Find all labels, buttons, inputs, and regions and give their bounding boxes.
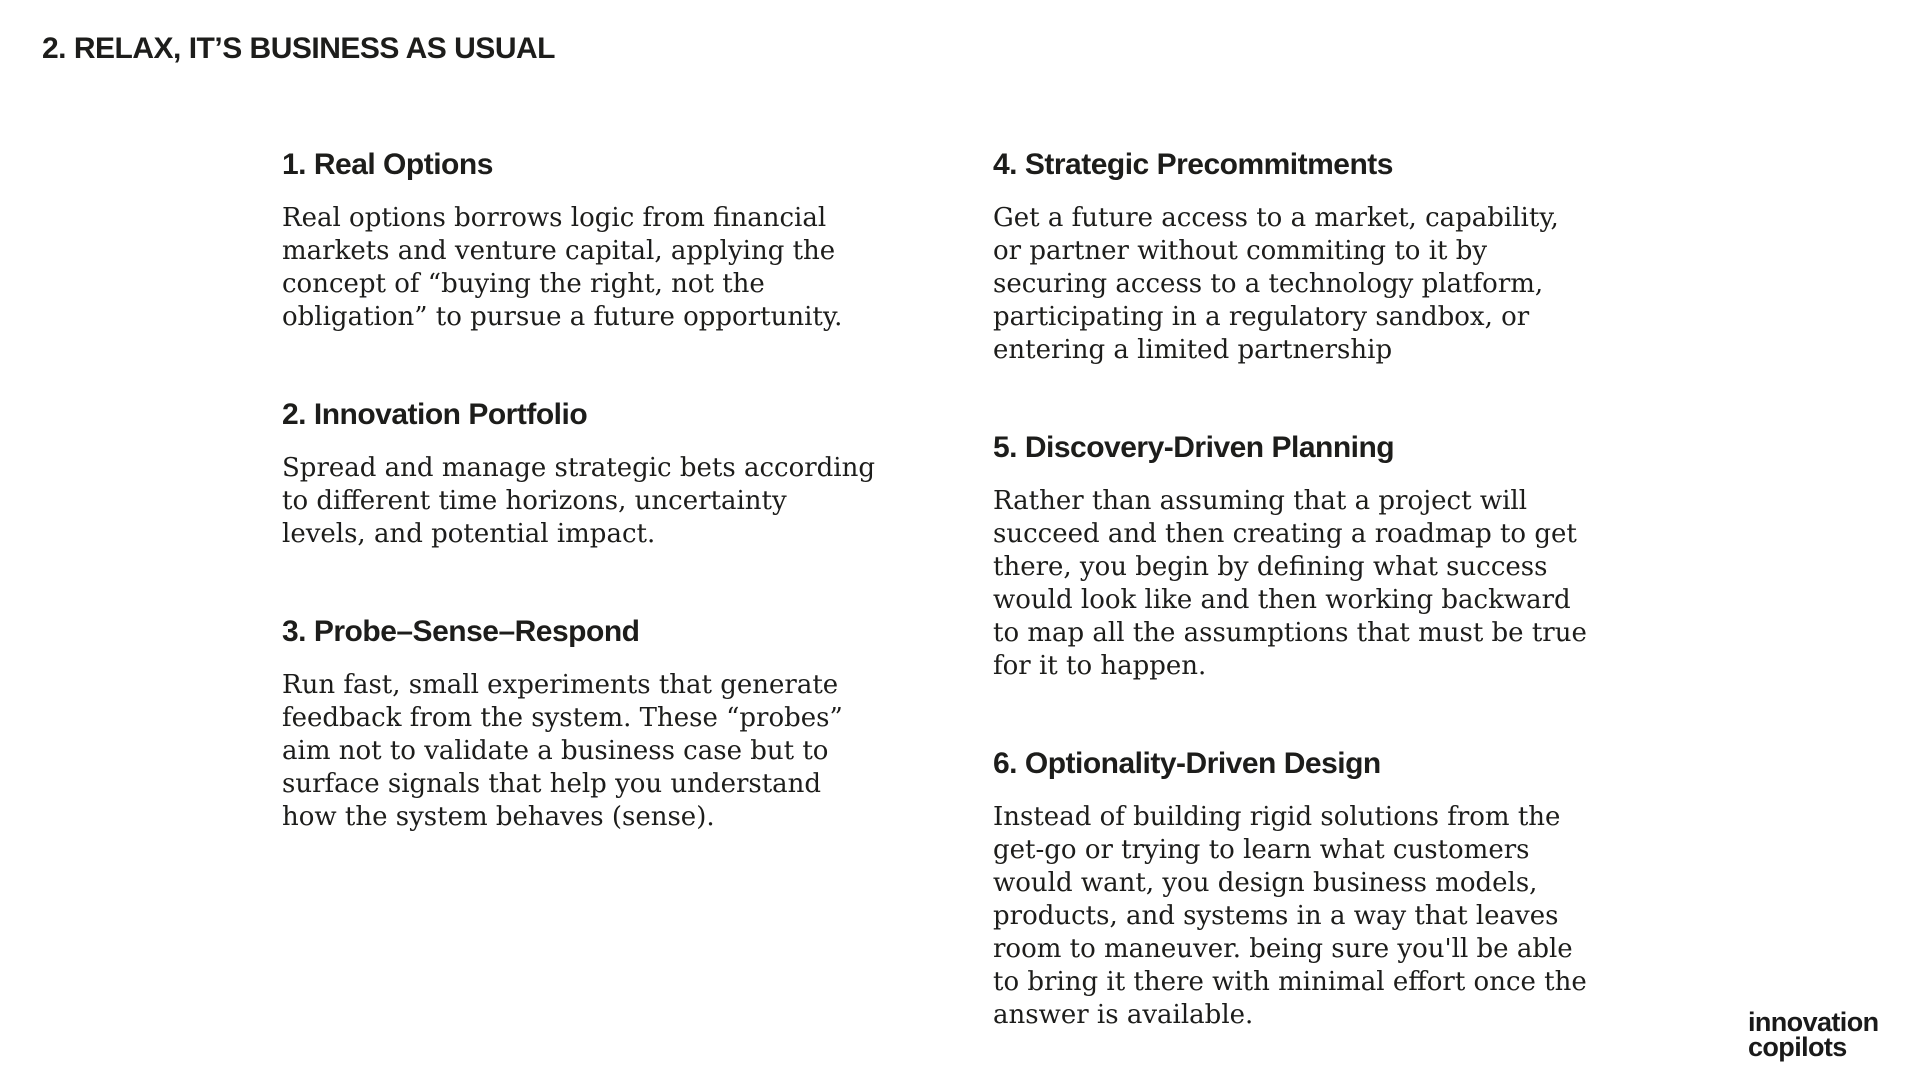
section-body-strategic-precommitments: Get a future access to a market, capability, or partner without commiting to it by securing access to a technology platform, participating in a regulatory sandbox, or entering a limited partnership <box>993 203 1559 365</box>
section-heading-real-options: 1. Real Options <box>282 148 493 181</box>
section-body-real-options: Real options borrows logic from financial markets and venture capital, applying the concept of “buying the right, not the obligation” to pursue a future opportunity. <box>282 203 843 332</box>
section-heading-innovation-portfolio: 2. Innovation Portfolio <box>282 398 588 431</box>
section-heading-optionality-driven-design: 6. Optionality-Driven Design <box>993 747 1381 780</box>
section-optionality-driven-design <box>993 745 1693 1032</box>
page-title: 2. RELAX, IT’S BUSINESS AS USUAL <box>42 32 555 65</box>
section-real-options <box>282 146 982 334</box>
section-discovery-driven-planning <box>993 429 1693 683</box>
logo-line-1: innovation <box>1748 1007 1879 1037</box>
logo-line-2: copilots <box>1748 1032 1847 1062</box>
section-strategic-precommitments <box>993 146 1693 367</box>
section-heading-probe-sense-respond: 3. Probe–Sense–Respond <box>282 615 640 648</box>
section-body-optionality-driven-design: Instead of building rigid solutions from the get-go or trying to learn what customers would want, you design business models, products, and systems in a way that leaves room to maneuver. being sure you'll be able to bring it there with minimal effort once the answer is available. <box>993 802 1587 1030</box>
right-column <box>993 146 1693 1080</box>
section-innovation-portfolio <box>282 396 982 551</box>
section-body-innovation-portfolio: Spread and manage strategic bets according to different time horizons, uncertainty levels, and potential impact. <box>282 453 876 549</box>
section-body-probe-sense-respond: Run fast, small experiments that generate feedback from the system. These “probes” aim not to validate a business case but to surface signals that help you understand how the system behaves (sense). <box>282 670 843 832</box>
left-column <box>282 146 982 896</box>
section-probe-sense-respond <box>282 613 982 834</box>
section-body-discovery-driven-planning: Rather than assuming that a project will succeed and then creating a roadmap to get there, you begin by defining what success would look like and then working backward to map all the assumptions that must be true for it to happen. <box>993 486 1587 681</box>
section-heading-discovery-driven-planning: 5. Discovery-Driven Planning <box>993 431 1395 464</box>
section-heading-strategic-precommitments: 4. Strategic Precommitments <box>993 148 1393 181</box>
innovation-copilots-logo <box>1748 1007 1879 1062</box>
